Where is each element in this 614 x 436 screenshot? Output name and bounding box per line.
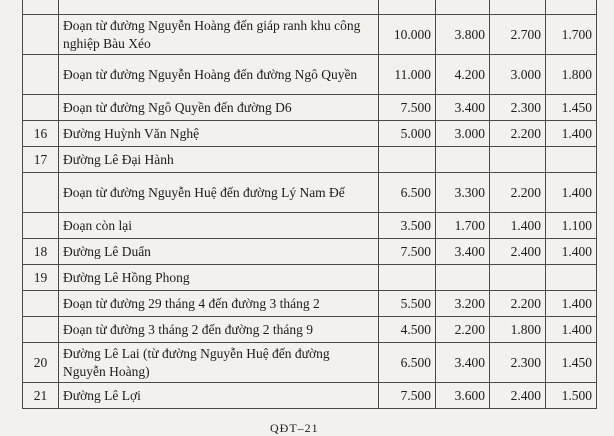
page-footer-text: QĐT–21 (270, 421, 319, 435)
table-row (23, 213, 597, 239)
table-row (23, 343, 597, 383)
street-segment (59, 0, 379, 15)
price-position-4: 1.400 (546, 121, 597, 147)
price-position-3: 1.800 (490, 317, 546, 343)
price-position-1 (379, 0, 436, 15)
price-position-3: 2.400 (490, 383, 546, 409)
table-row (23, 55, 597, 95)
street-segment: Đường Huỳnh Văn Nghệ (59, 121, 379, 147)
price-position-1: 6.500 (379, 173, 436, 213)
price-position-3: 2.300 (490, 343, 546, 383)
table-row (23, 383, 597, 409)
price-position-4: 1.400 (546, 173, 597, 213)
price-position-2: 3.200 (436, 291, 490, 317)
row-number: 16 (23, 121, 59, 147)
price-position-1 (379, 265, 436, 291)
price-position-3: 2.300 (490, 95, 546, 121)
price-position-1: 3.500 (379, 213, 436, 239)
table-row (23, 291, 597, 317)
price-position-1: 7.500 (379, 383, 436, 409)
street-segment: Đường Lê Lai (từ đường Nguyễn Huệ đến đường Nguyễn Hoàng) (59, 343, 379, 383)
street-segment: Đoạn từ đường Nguyễn Hoàng đến giáp ranh khu công nghiệp Bàu Xéo (59, 15, 379, 55)
price-position-4: 1.100 (546, 213, 597, 239)
street-segment: Đoạn còn lại (59, 213, 379, 239)
street-segment: Đường Lê Hồng Phong (59, 265, 379, 291)
price-position-2: 2.200 (436, 317, 490, 343)
price-position-4: 1.700 (546, 15, 597, 55)
street-segment: Đoạn từ đường 29 tháng 4 đến đường 3 tháng 2 (59, 291, 379, 317)
price-position-2 (436, 147, 490, 173)
price-position-4: 1.400 (546, 239, 597, 265)
price-position-2: 3.600 (436, 383, 490, 409)
row-number (23, 0, 59, 15)
price-position-2: 3.400 (436, 343, 490, 383)
price-position-3 (490, 0, 546, 15)
price-position-1 (379, 147, 436, 173)
row-number (23, 173, 59, 213)
price-position-1: 5.000 (379, 121, 436, 147)
price-position-4: 1.450 (546, 343, 597, 383)
price-position-3: 1.400 (490, 213, 546, 239)
row-number: 17 (23, 147, 59, 173)
price-position-2: 3.000 (436, 121, 490, 147)
row-number (23, 55, 59, 95)
street-segment: Đoạn từ đường Nguyễn Huệ đến đường Lý Nam Đế (59, 173, 379, 213)
price-position-1: 7.500 (379, 239, 436, 265)
row-number: 19 (23, 265, 59, 291)
price-position-4 (546, 147, 597, 173)
price-position-4: 1.400 (546, 317, 597, 343)
price-position-1: 5.500 (379, 291, 436, 317)
table-row (23, 239, 597, 265)
row-number: 21 (23, 383, 59, 409)
price-position-2: 1.700 (436, 213, 490, 239)
price-position-4: 1.400 (546, 291, 597, 317)
row-number (23, 15, 59, 55)
price-position-3: 2.200 (490, 173, 546, 213)
price-position-3: 2.700 (490, 15, 546, 55)
street-segment: Đường Lê Đại Hành (59, 147, 379, 173)
row-number (23, 317, 59, 343)
row-number (23, 291, 59, 317)
row-number (23, 213, 59, 239)
street-segment: Đoạn từ đường Ngô Quyền đến đường D6 (59, 95, 379, 121)
land-price-table (22, 0, 597, 409)
price-position-2: 4.200 (436, 55, 490, 95)
table-row (23, 265, 597, 291)
price-position-2 (436, 0, 490, 15)
price-position-2: 3.300 (436, 173, 490, 213)
price-position-1: 11.000 (379, 55, 436, 95)
table-row (23, 95, 597, 121)
price-position-1: 10.000 (379, 15, 436, 55)
table-row (23, 173, 597, 213)
table-body (23, 0, 597, 409)
table-row (23, 317, 597, 343)
price-position-3 (490, 265, 546, 291)
row-number: 18 (23, 239, 59, 265)
price-position-4: 1.800 (546, 55, 597, 95)
price-position-4 (546, 0, 597, 15)
table-row (23, 121, 597, 147)
street-segment: Đường Lê Duẩn (59, 239, 379, 265)
price-position-4: 1.500 (546, 383, 597, 409)
row-number: 20 (23, 343, 59, 383)
price-position-4 (546, 265, 597, 291)
price-position-1: 4.500 (379, 317, 436, 343)
row-number (23, 95, 59, 121)
price-position-2: 3.400 (436, 95, 490, 121)
table-row (23, 147, 597, 173)
price-position-3: 2.400 (490, 239, 546, 265)
price-position-1: 7.500 (379, 95, 436, 121)
price-position-2 (436, 265, 490, 291)
table-row (23, 0, 597, 15)
price-position-3: 3.000 (490, 55, 546, 95)
price-position-2: 3.800 (436, 15, 490, 55)
price-position-3: 2.200 (490, 291, 546, 317)
price-position-3: 2.200 (490, 121, 546, 147)
price-position-4: 1.450 (546, 95, 597, 121)
price-position-2: 3.400 (436, 239, 490, 265)
table-row (23, 15, 597, 55)
street-segment: Đường Lê Lợi (59, 383, 379, 409)
price-position-3 (490, 147, 546, 173)
street-segment: Đoạn từ đường 3 tháng 2 đến đường 2 tháng 9 (59, 317, 379, 343)
street-segment: Đoạn từ đường Nguyễn Hoàng đến đường Ngô Quyền (59, 55, 379, 95)
price-position-1: 6.500 (379, 343, 436, 383)
